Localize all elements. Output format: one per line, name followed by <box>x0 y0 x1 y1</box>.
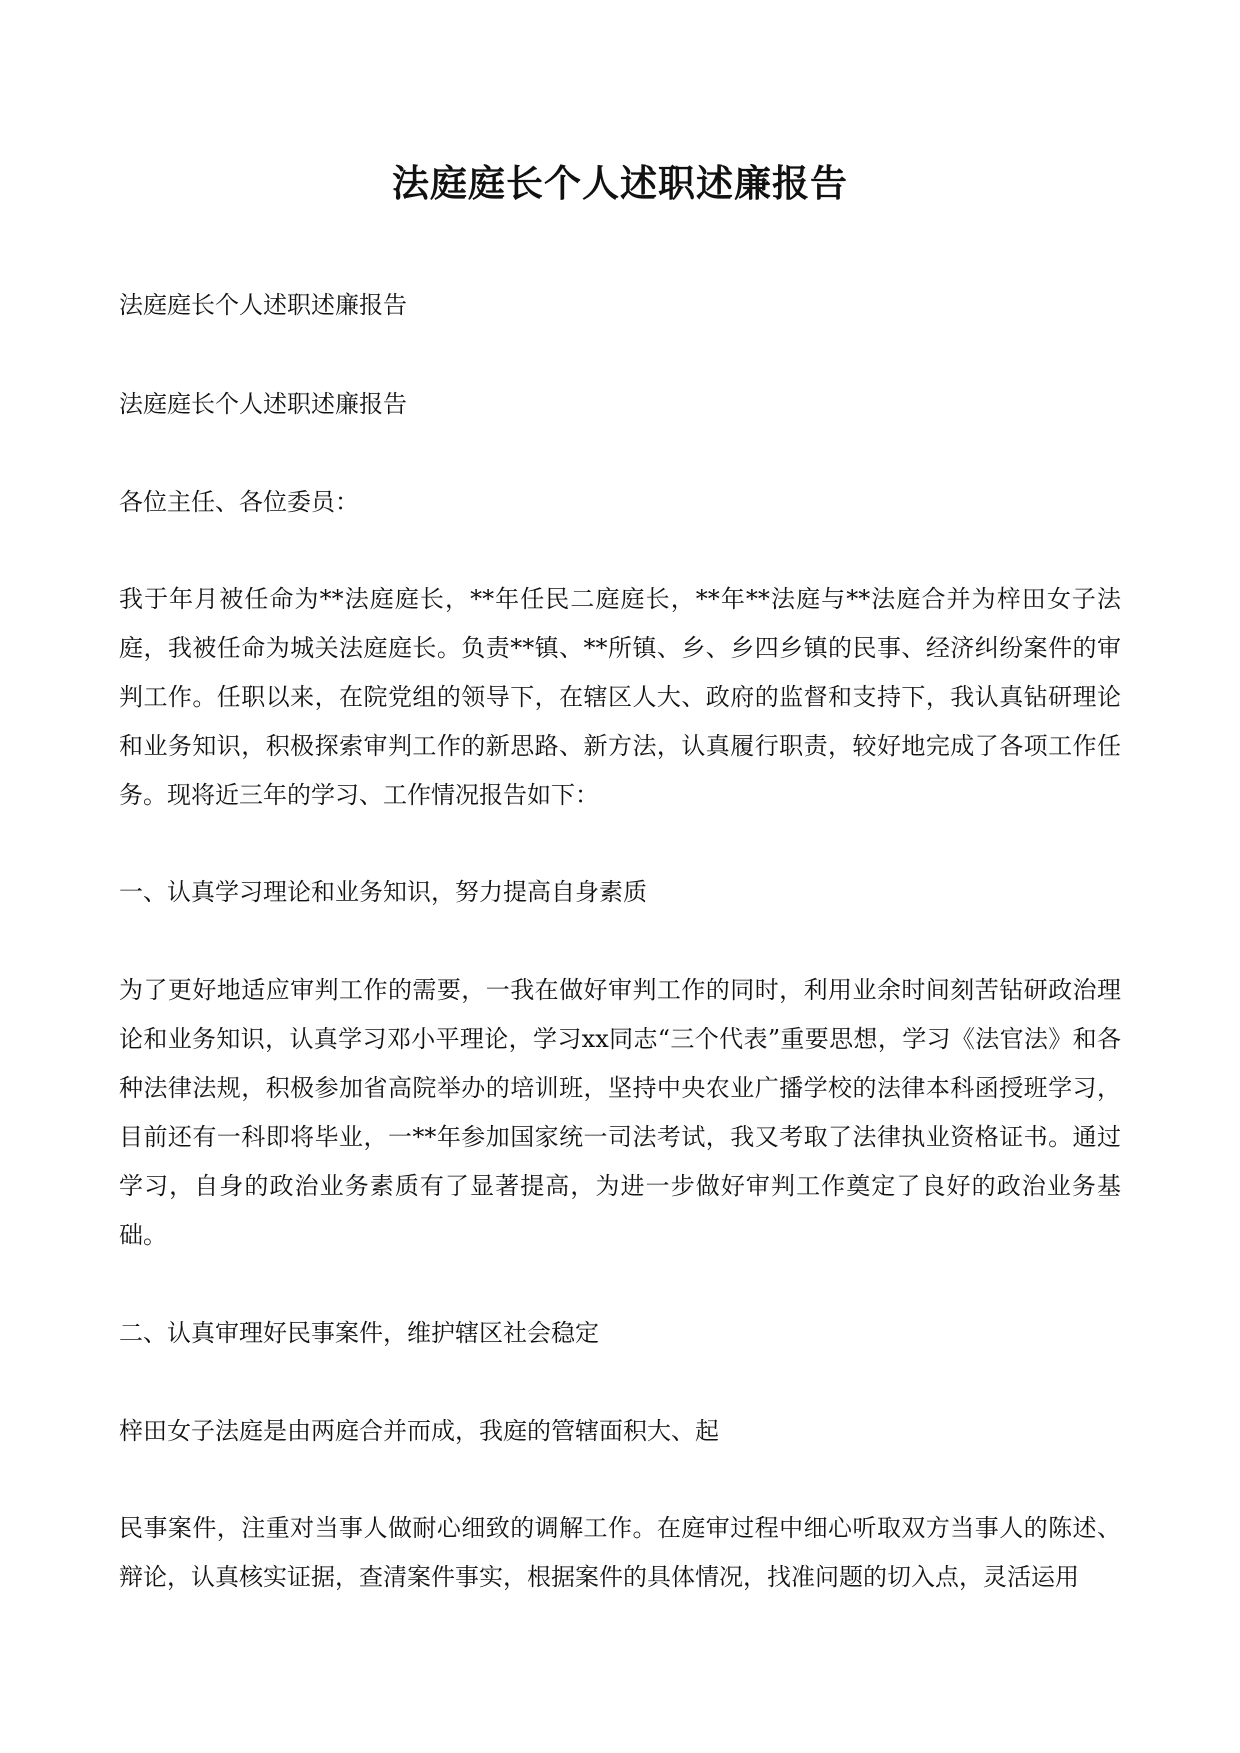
subtitle-line-1: 法庭庭长个人述职述廉报告 <box>119 291 407 319</box>
subtitle-line-2: 法庭庭长个人述职述廉报告 <box>119 390 407 418</box>
body-paragraph-intro: 我于年月被任命为**法庭庭长，**年任民二庭庭长，**年**法庭与**法庭合并为梓田女子法庭，我被任命为城关法庭庭长。负责**镇、**所镇、乡、乡四乡镇的民事、经济纠纷案件的审判工作。任职以来，在院党组的领导下，在辖区人大、政府的监督和支持下，我认真钻研理论和业务知识，积极探索审判工作的新思路、新方法，认真履行职责，较好地完成了各项工作任务。现将近三年的学习、工作情况报告如下： <box>119 585 1121 809</box>
salutation: 各位主任、各位委员： <box>119 488 359 516</box>
section-heading-2: 二、认真审理好民事案件，维护辖区社会稳定 <box>119 1319 599 1347</box>
document-title: 法庭庭长个人述职述廉报告 <box>392 161 848 205</box>
body-paragraph-court: 梓田女子法庭是由两庭合并而成，我庭的管辖面积大、起 <box>119 1417 719 1445</box>
body-paragraph-study: 为了更好地适应审判工作的需要，一我在做好审判工作的同时，利用业余时间刻苦钻研政治理论和业务知识，认真学习邓小平理论，学习xx同志“三个代表”重要思想，学习《法官法》和各种法律法规，积极参加省高院举办的培训班，坚持中央农业广播学校的法律本科函授班学习，目前还有一科即将毕业，一**年参加国家统一司法考试，我又考取了法律执业资格证书。通过学习，自身的政治业务素质有了显著提高，为进一步做好审判工作奠定了良好的政治业务基础。 <box>119 976 1121 1249</box>
body-paragraph-civil-cases: 民事案件，注重对当事人做耐心细致的调解工作。在庭审过程中细心听取双方当事人的陈述、辩论，认真核实证据，查清案件事实，根据案件的具体情况，找准问题的切入点，灵活运用 <box>119 1514 1121 1591</box>
section-heading-1: 一、认真学习理论和业务知识，努力提高自身素质 <box>119 878 647 906</box>
